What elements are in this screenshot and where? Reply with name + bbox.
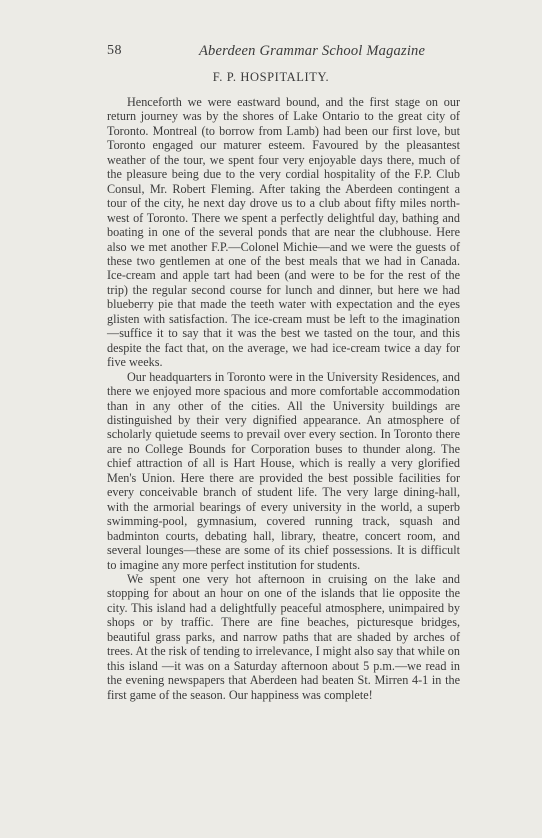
running-title: Aberdeen Grammar School Magazine bbox=[199, 43, 426, 59]
article-body bbox=[107, 95, 460, 702]
paragraph-2: Our headquarters in Toronto were in the University Residences, and there we enjoyed more spacious and more comfortable accommodation than in any other of the cities. All the University buildings are distinguished by their very dignified appearance. An atmosphere of scholarly quietude seems to prevail over every section. In Toronto there are no College Bounds for Corporation buses to thunder along. The chief attraction of all is Hart House, which is really a very glorified Men's Union. Here there are provided the best possible facilities for every conceivable branch of student life. The very large dining-hall, with the armorial bearings of every university in the world, a superb swimming-pool, gymnasium, covered running track, squash and badminton courts, debating hall, library, theatre, concert room, and several lounges—these are some of its chief possessions. It is difficult to imagine any more perfect institution for students. bbox=[107, 369, 460, 572]
section-title: F. P. HOSPITALITY. bbox=[212, 70, 330, 84]
paragraph-1: Henceforth we were eastward bound, and the first stage on our return journey was by the shores of Lake Ontario to the great city of Toronto. Montreal (to borrow from Lamb) had been our first love, but Toronto engaged our maturer esteem. Favoured by the pleasantest weather of the tour, we spent four very enjoyable days there, much of the pleasure being due to the very cordial hospitality of the F.P. Club Consul, Mr. Robert Fleming. After taking the Aberdeen contingent a tour of the city, he next day drove us to a club about fifty miles north-west of Toronto. There we spent a perfectly delightful day, bathing and boating in one of the several ponds that are near the clubhouse. Here also we met another F.P.—Colonel Michie—and we were the guests of these two gentlemen at one of the best meals that we had in Canada. Ice-cream and apple tart had been (and were to be for the rest of the trip) the regular second course for lunch and dinner, but here we had blueberry pie that made the teeth water with expectation and the eyes glisten with satisfaction. The ice-cream must be left to the imagination —suffice it to say that it was the best we tasted on the tour, and this despite the fact that, on the average, we had ice-cream twice a day for five weeks. bbox=[107, 95, 460, 370]
paragraph-3: We spent one very hot afternoon in cruising on the lake and stopping for about an hour on one of the islands that lie opposite the city. This island had a delightfully peaceful atmosphere, unimpaired by shops or by traffic. There are fine beaches, picturesque bridges, beautiful grass parks, and narrow paths that are shaded by arches of trees. At the risk of tending to irrelevance, I might also say that while on this island —it was on a Saturday afternoon about 5 p.m.—we read in the evening newspapers that Aberdeen had beaten St. Mirren 4-1 in the first game of the season. Our happiness was complete! bbox=[107, 571, 460, 702]
page-header bbox=[107, 43, 462, 63]
page-number: 58 bbox=[107, 43, 122, 58]
